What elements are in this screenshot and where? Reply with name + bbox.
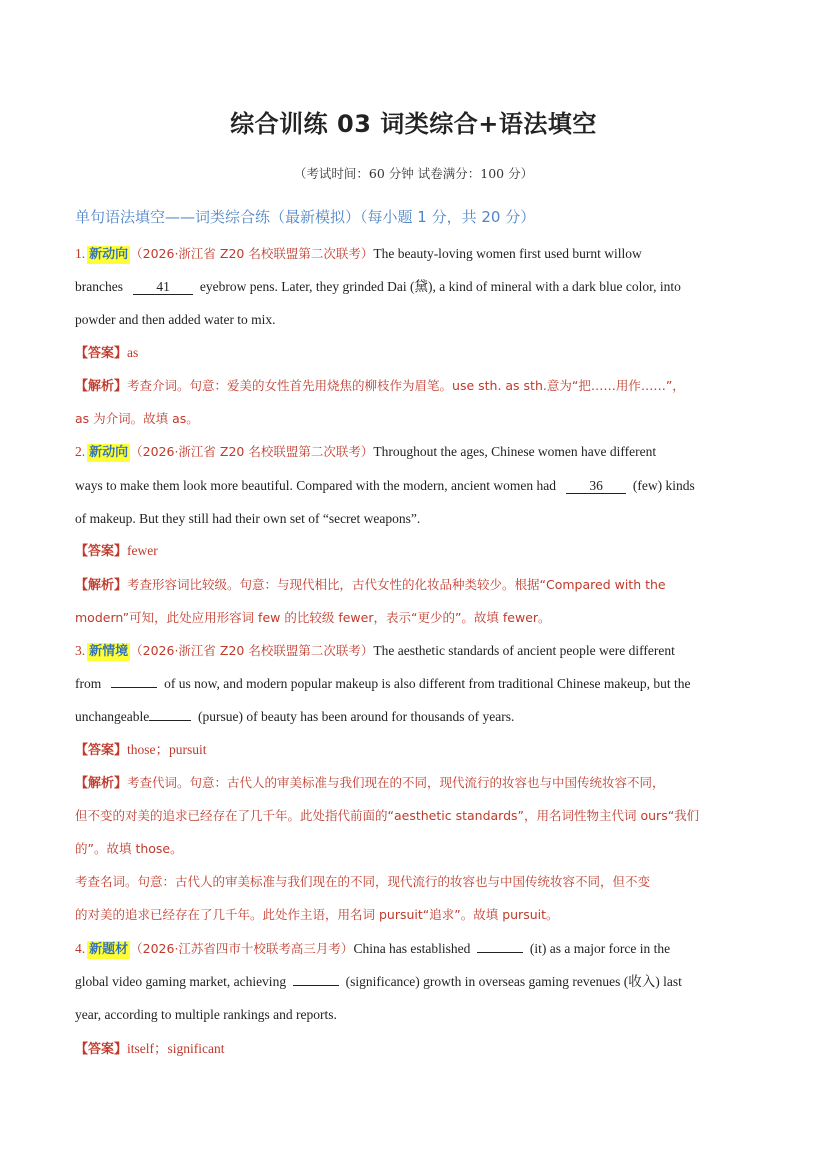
question-3-analysis-3: 的”。故填 those。 [75, 841, 183, 856]
question-source: （2026·浙江省 Z20 名校联盟第二次联考） [130, 246, 374, 261]
question-1-line-1: 1. 新动向 （2026·浙江省 Z20 名校联盟第二次联考）The beauty-loving women first used burnt willow [75, 246, 642, 262]
question-number: 1. [75, 246, 86, 261]
question-3-analysis-2: 但不变的对美的追求已经存在了几千年。此处指代前面的“aesthetic standards”，用名词性物主代词 ours“我们 [75, 808, 700, 823]
question-1-answer: 【答案】as [75, 345, 139, 361]
answer-blank[interactable] [149, 720, 191, 721]
question-4-line-2: global video gaming market, achieving (significance) growth in overseas gaming revenues (收入) last [75, 974, 682, 989]
question-tag: 新动向 [89, 445, 129, 460]
answer-blank[interactable]: 41 [133, 279, 193, 295]
question-3-analysis-5: 的对美的追求已经存在了几千年。此处作主语，用名词 pursuit“追求”。故填 pursuit。 [75, 907, 559, 922]
question-tag: 新动向 [89, 247, 129, 262]
question-4-line-1: 4. 新题材 （2026·江苏省四市十校联考高三月考）China has established (it) as a major force in the [75, 941, 671, 957]
question-1-analysis-2: as 为介词。故填 as。 [75, 411, 199, 426]
answer-blank[interactable] [477, 952, 523, 953]
answer-blank[interactable] [111, 687, 157, 688]
question-tag: 新情境 [89, 644, 129, 659]
question-1-analysis-1: 【解析】考查介词。句意：爱美的女性首先用烧焦的柳枝作为眉笔。use sth. as sth.意为“把……用作……”， [75, 378, 685, 394]
question-2-analysis-1: 【解析】考查形容词比较级。句意：与现代相比，古代女性的化妆品种类较少。根据“Compared with the [75, 577, 666, 593]
question-4-line-3: year, according to multiple rankings and reports. [75, 1007, 337, 1022]
question-3-line-3: unchangeable (pursue) of beauty has been around for thousands of years. [75, 709, 515, 724]
question-2-line-1: 2. 新动向 （2026·浙江省 Z20 名校联盟第二次联考）Throughout the ages, Chinese women have different [75, 444, 657, 460]
question-number: 2. [75, 444, 86, 459]
question-3-answer: 【答案】those；pursuit [75, 742, 207, 758]
question-source: （2026·江苏省四市十校联考高三月考） [130, 941, 354, 956]
question-2-analysis-2: modern”可知，此处应用形容词 few 的比较级 fewer，表示“更少的”。故填 fewer。 [75, 610, 551, 625]
question-1-line-2: branches 41 eyebrow pens. Later, they grinded Dai (黛), a kind of mineral with a dark blue color, into [75, 279, 681, 294]
question-4-answer: 【答案】itself；significant [75, 1041, 225, 1057]
question-3-analysis-4: 考查名词。句意：古代人的审美标准与我们现在的不同，现代流行的妆容也与中国传统妆容不同，但不变 [75, 874, 651, 889]
question-source: （2026·浙江省 Z20 名校联盟第二次联考） [130, 643, 374, 658]
question-tag: 新题材 [89, 942, 129, 957]
question-2-line-3: of makeup. But they still had their own set of “secret weapons”. [75, 511, 421, 526]
question-source: （2026·浙江省 Z20 名校联盟第二次联考） [130, 444, 374, 459]
question-3-line-2: from of us now, and modern popular makeup is also different from traditional Chinese makeup, but the [75, 676, 691, 691]
question-2-line-2: ways to make them look more beautiful. Compared with the modern, ancient women had 36 (few) kinds [75, 478, 695, 493]
page-title: 综合训练 03 词类综合+语法填空 [230, 110, 597, 138]
question-1-line-3: powder and then added water to mix. [75, 312, 276, 327]
answer-blank[interactable]: 36 [566, 478, 626, 494]
question-3-line-1: 3. 新情境 （2026·浙江省 Z20 名校联盟第二次联考）The aesthetic standards of ancient people were different [75, 643, 675, 659]
answer-blank[interactable] [293, 985, 339, 986]
question-number: 4. [75, 941, 86, 956]
question-3-analysis-1: 【解析】考查代词。句意：古代人的审美标准与我们现在的不同，现代流行的妆容也与中国传统妆容不同， [75, 775, 665, 791]
question-number: 3. [75, 643, 86, 658]
section-heading: 单句语法填空——词类综合练（最新模拟）（每小题 1 分，共 20 分） [75, 208, 536, 226]
question-2-answer: 【答案】fewer [75, 543, 158, 559]
exam-info: （考试时间：60 分钟 试卷满分：100 分） [293, 166, 534, 181]
